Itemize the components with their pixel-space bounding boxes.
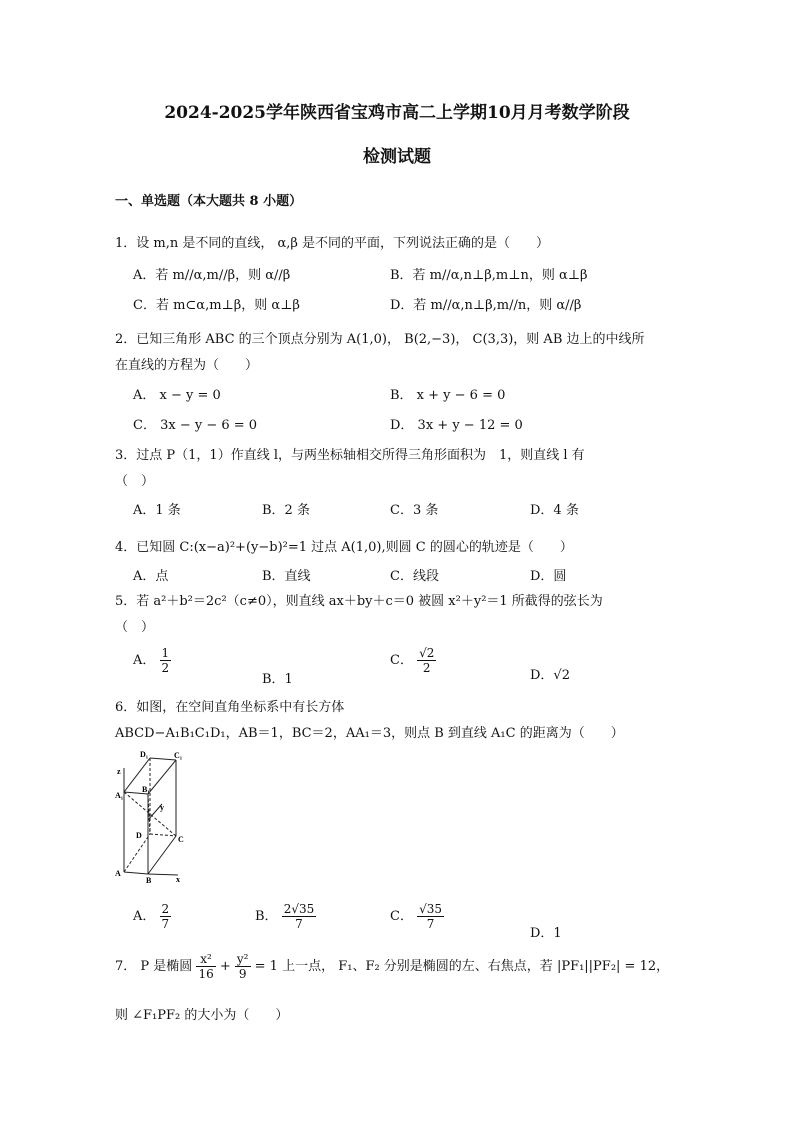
question-2-stem-1: 2．已知三角形 ABC 的三个顶点分别为 A(1,0)， B(2,−3)， C(3,3)，则 AB 边上的中线所 — [115, 332, 645, 347]
ellipse-equals: = 1 — [254, 959, 278, 974]
label-c1: C₁ — [174, 751, 183, 760]
label-a1: A₁ — [115, 791, 124, 800]
question-3-option-b: B．2 条 — [262, 503, 310, 518]
label-d: D — [136, 831, 142, 840]
label-a: A — [115, 869, 121, 878]
question-2-option-d: D． 3x + y − 12 = 0 — [390, 418, 523, 433]
question-1-option-b: B．若 m//α,n⊥β,m⊥n，则 α⊥β — [390, 268, 588, 283]
question-4-stem: 4．已知圆 C:(x−a)²+(y−b)²=1 过点 A(1,0),则圆 C 的圆心的轨迹是（ ） — [115, 540, 573, 555]
ellipse-y-fraction — [235, 952, 251, 981]
denominator: 7 — [426, 917, 435, 931]
question-3-stem-2: （ ） — [115, 474, 155, 489]
edge-b-c — [148, 836, 176, 874]
label-y: y — [160, 803, 164, 812]
cuboid-figure — [112, 748, 192, 888]
x-axis — [148, 874, 178, 875]
edge-a-b — [124, 872, 148, 874]
label-z: z — [117, 767, 121, 776]
numerator: 2 — [161, 902, 170, 916]
question-6-stem-1: 6．如图，在空间直角坐标系中有长方体 — [115, 700, 345, 715]
question-3-option-c: C．3 条 — [390, 503, 439, 518]
exam-title-line-2: 检测试题 — [363, 147, 431, 167]
question-5-option-b: B．1 — [262, 672, 293, 687]
question-2-option-b: B． x + y − 6 = 0 — [390, 388, 506, 403]
denominator: 16 — [198, 967, 214, 981]
option-b-label: B． — [255, 909, 278, 924]
question-5-stem-1: 5．若 a²＋b²＝2c²（c≠0），则直线 ax＋by＋c＝0 被圆 x²＋y²＝1 所截得的弦长为 — [115, 594, 603, 609]
question-1-option-d: D．若 m//α,n⊥β,m//n，则 α//β — [390, 298, 582, 313]
question-5-option-d: D．√2 — [530, 668, 570, 683]
question-4-option-b: B．直线 — [262, 569, 311, 584]
option-c-label: C． — [390, 909, 413, 924]
numerator: 2√35 — [283, 902, 315, 916]
fraction — [160, 902, 172, 931]
question-6-option-b — [255, 902, 316, 931]
denominator: 9 — [238, 967, 247, 981]
question-3-option-d: D．4 条 — [530, 503, 579, 518]
denominator: 7 — [295, 917, 303, 931]
question-4-option-c: C．线段 — [390, 569, 439, 584]
denominator: 7 — [161, 917, 170, 931]
question-2-option-a: A． x − y = 0 — [133, 388, 221, 403]
fraction — [282, 902, 317, 931]
option-a-label: A． — [133, 909, 156, 924]
ellipse-x-fraction — [196, 952, 215, 981]
question-5-option-c — [390, 646, 436, 675]
numerator: 1 — [161, 646, 170, 660]
numerator: √2 — [419, 646, 435, 660]
question-3-stem-1: 3．过点 P（1，1）作直线 l，与两坐标轴相交所得三角形面积为 1，则直线 l 有 — [115, 448, 585, 463]
question-7-stem-1: 7． P 是椭圆 $\frac{\text{x²}}{16}$ + $\frac{\text{y²}}{9}$ = 1 上一点， F₁、F₂ 分别是椭圆的左、右焦点，若 |PF₁||PF₂| = 12， — [115, 952, 670, 981]
label-b1: B₁ — [142, 785, 150, 794]
question-6-stem-2: ABCD−A₁B₁C₁D₁，AB＝1，BC＝2，AA₁＝3，则点 B 到直线 A₁C 的距离为（ ） — [115, 726, 624, 741]
question-1-option-c: C．若 m⊂α,m⊥β，则 α⊥β — [133, 298, 300, 313]
label-x: x — [176, 875, 180, 884]
fraction — [417, 902, 444, 931]
question-4-option-a: A．点 — [133, 569, 169, 584]
question-7-stem-2: 则 ∠F₁PF₂ 的大小为（ ） — [115, 1008, 289, 1023]
question-1-option-a: A．若 m//α,m//β，则 α//β — [133, 268, 291, 283]
section-heading: 一、单选题（本大题共 8 小题） — [115, 194, 303, 209]
numerator: y² — [236, 952, 249, 966]
question-6-option-d: D．1 — [530, 926, 562, 941]
question-7-rest: 上一点， F₁、F₂ 分别是椭圆的左、右焦点，若 |PF₁||PF₂| = 12， — [282, 959, 670, 974]
label-d1: D₁ — [140, 750, 149, 759]
edge-d1-c1 — [150, 758, 176, 760]
question-4-option-d: D．圆 — [530, 569, 567, 584]
question-6-option-a — [133, 902, 171, 931]
denominator: 2 — [161, 661, 170, 675]
question-7-prefix: 7． P 是椭圆 — [115, 959, 193, 974]
numerator: √35 — [419, 902, 443, 916]
question-1-stem: 1．设 m,n 是不同的直线， α,β 是不同的平面，下列说法正确的是（ ） — [115, 236, 550, 251]
numerator: x² — [196, 952, 215, 967]
fraction — [160, 646, 172, 675]
label-b: B — [146, 876, 152, 885]
question-5-option-a — [133, 646, 171, 675]
option-c-label: C． — [390, 653, 413, 668]
question-3-option-a: A．1 条 — [133, 503, 181, 518]
exam-title-line-1: 2024-2025学年陕西省宝鸡市高二上学期10月月考数学阶段 — [164, 103, 630, 123]
edge-b1-c1 — [148, 760, 176, 794]
option-a-label: A． — [133, 653, 156, 668]
question-5-stem-2: （ ） — [115, 620, 155, 635]
question-2-stem-2: 在直线的方程为（ ） — [115, 358, 259, 373]
fraction — [417, 646, 436, 675]
question-2-option-c: C． 3x − y − 6 = 0 — [133, 418, 258, 433]
edge-d-c — [150, 834, 176, 836]
label-c: C — [178, 835, 184, 844]
question-6-option-c — [390, 902, 444, 931]
denominator: 2 — [422, 661, 431, 675]
